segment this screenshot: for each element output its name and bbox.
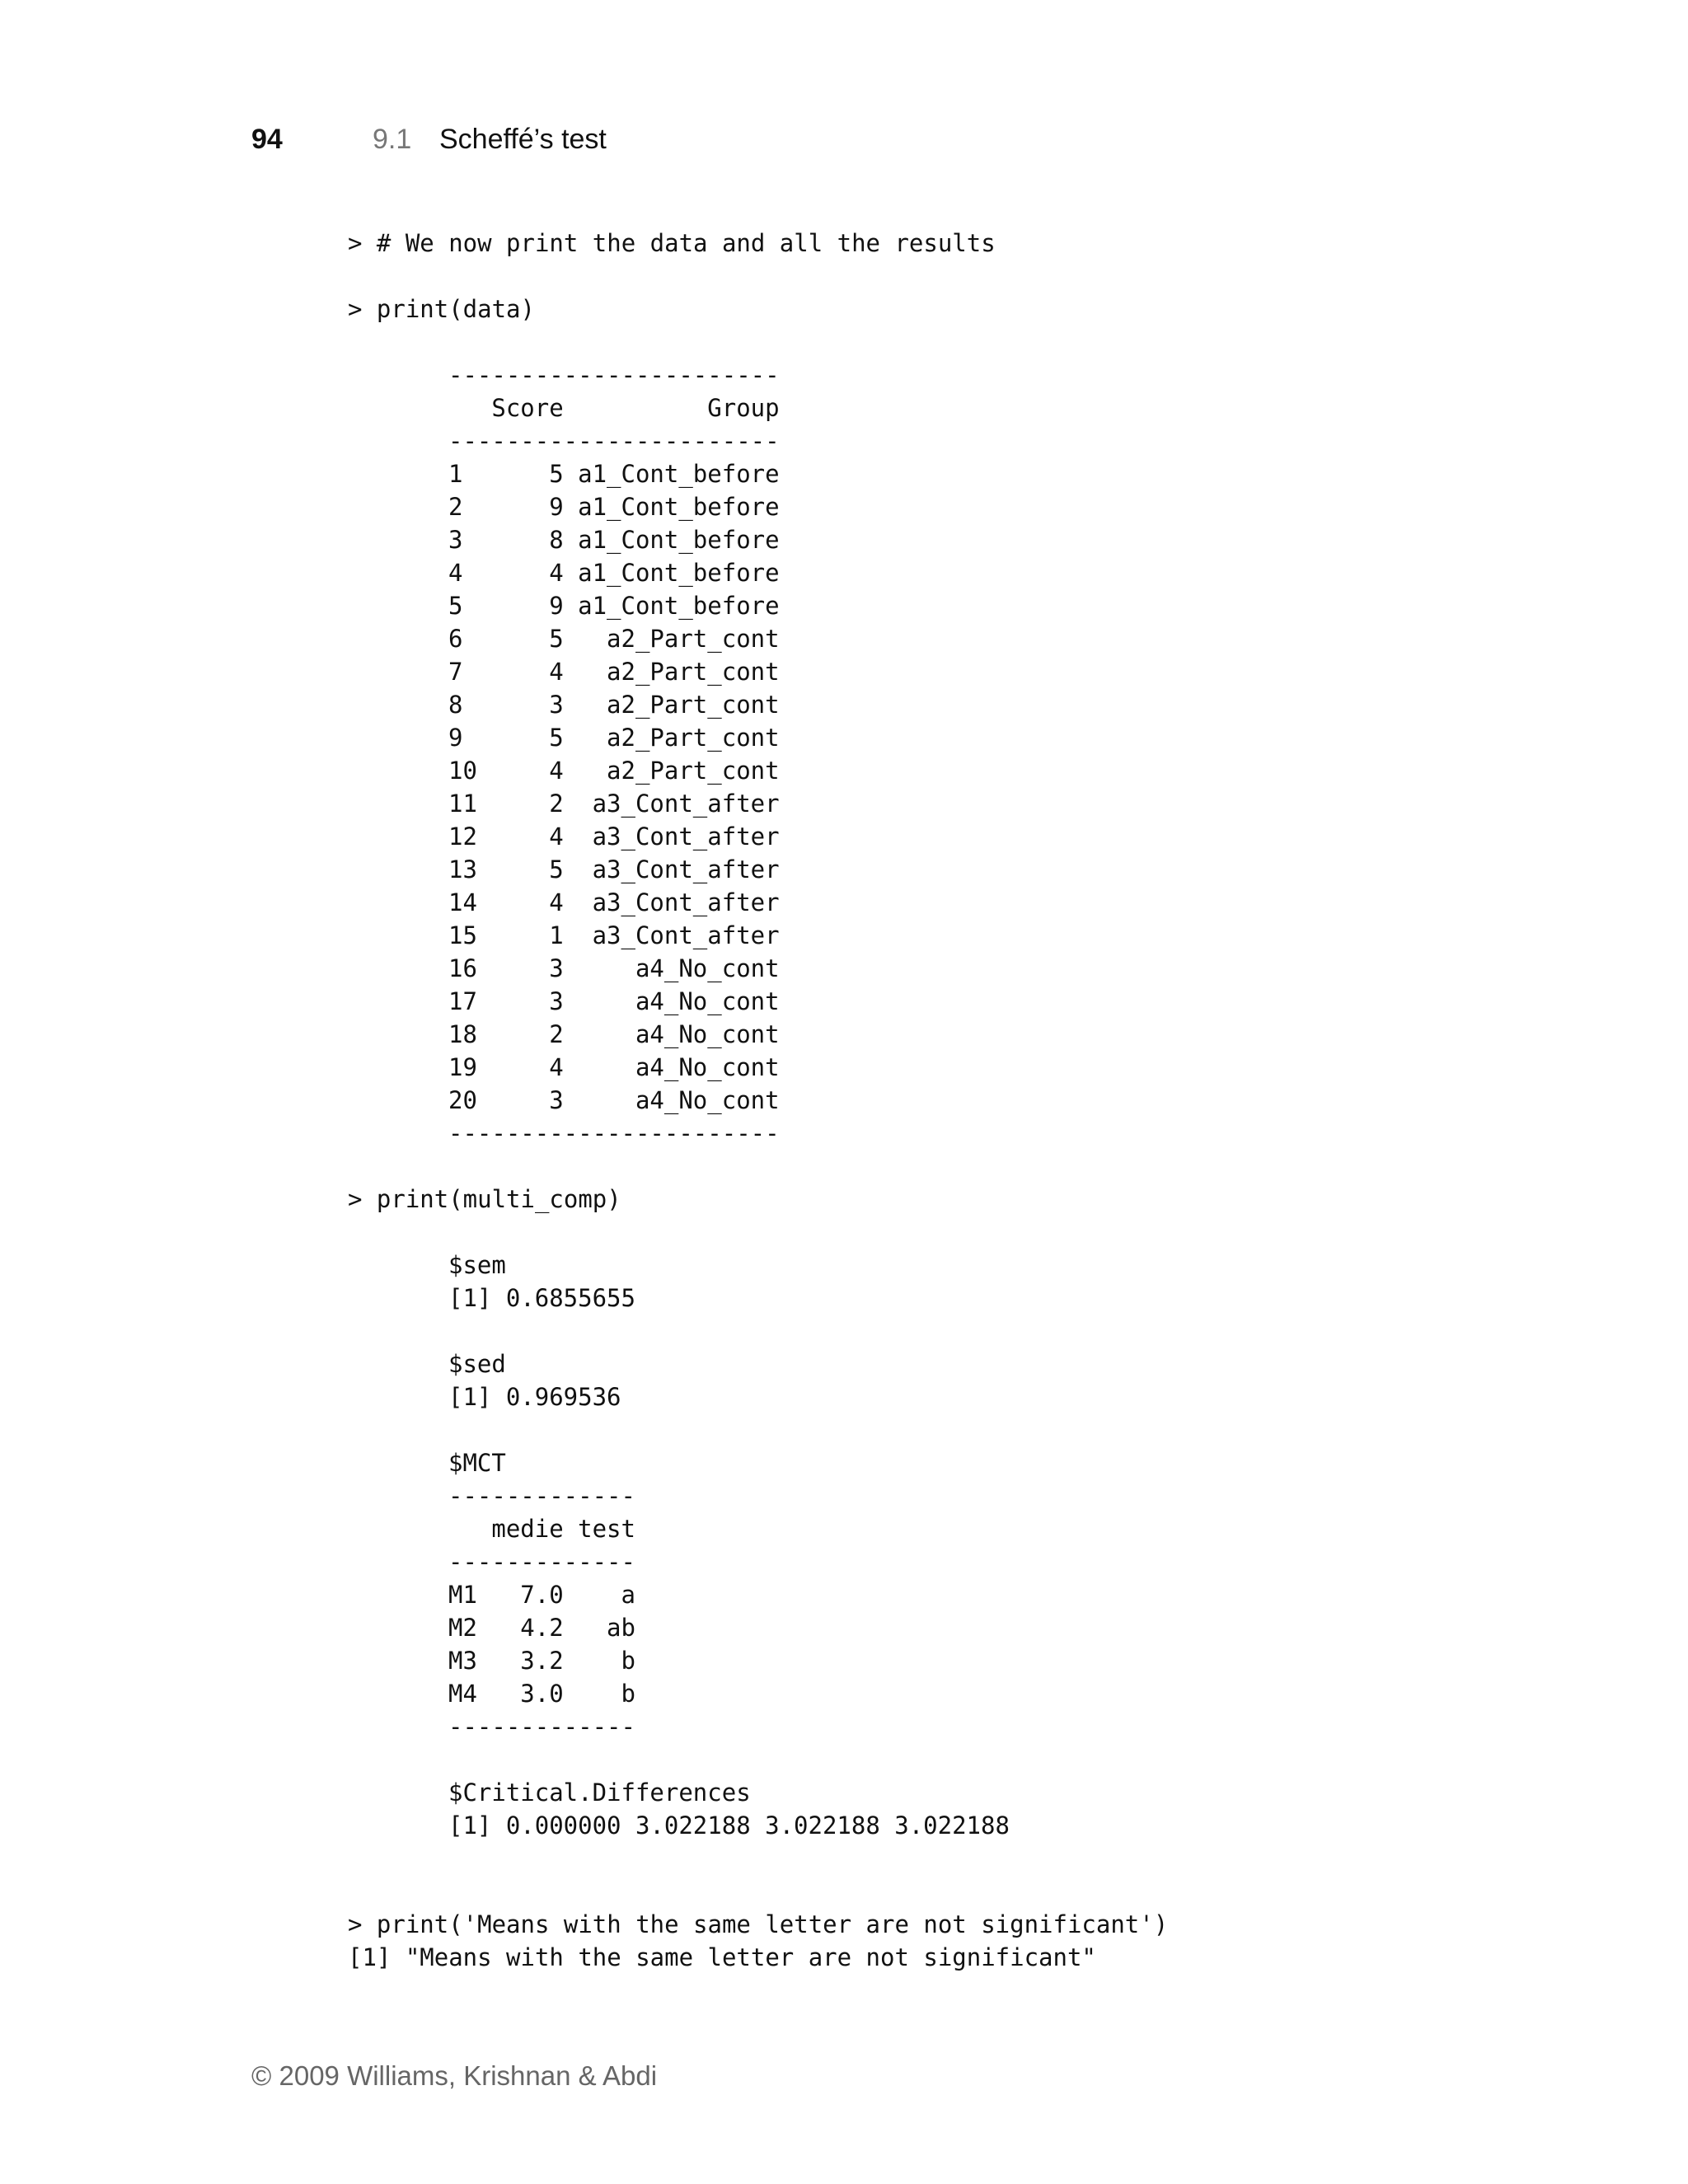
copyright-footer: © 2009 Williams, Krishnan & Abdi: [251, 2060, 658, 2091]
section-title: Scheffé’s test: [439, 124, 607, 155]
final-print-output: > print('Means with the same letter are not significant') [1] "Means with the same letter are not significant": [348, 1910, 1169, 1971]
print-multi-comp-command: > print(multi_comp): [348, 1185, 621, 1213]
print-data-command: > print(data): [348, 295, 535, 323]
section-number: 9.1: [373, 124, 412, 155]
page-number: 94: [251, 124, 283, 155]
comment-line: > # We now print the data and all the results: [348, 229, 996, 257]
data-table-output: ----------------------- Score Group ----------------------- 1 5 a1_Cont_before 2 9 a1_Cont_before 3 8 a1_Cont_before 4 4 a1_Cont_before 5 9 a1_Cont_before 6 5 a2_Part_cont 7 4 a2_Part_cont 8 3 a2_Part_cont 9 5 a2_Part_cont 10 4 a2_Part_cont 11 2 a3_Cont_after 12 4 a3_Cont_after 13 5 a3_Cont_after 14 4 a3_Cont_after 15 1 a3_Cont_after 16 3 a4_No_cont 17 3 a4_No_cont 18 2 a4_No_cont 19 4 a4_No_cont 20 3 a4_No_cont -----------------------: [448, 361, 780, 1147]
multi-comp-output: $sem [1] 0.6855655 $sed [1] 0.969536 $MCT ------------- medie test ------------- M1 7.0 a M2 4.2 ab M3 3.2 b M4 3.0 b ------------- $Critical.Differences [1] 0.000000 3.022188 3.022188 3.022188: [448, 1251, 1010, 1840]
